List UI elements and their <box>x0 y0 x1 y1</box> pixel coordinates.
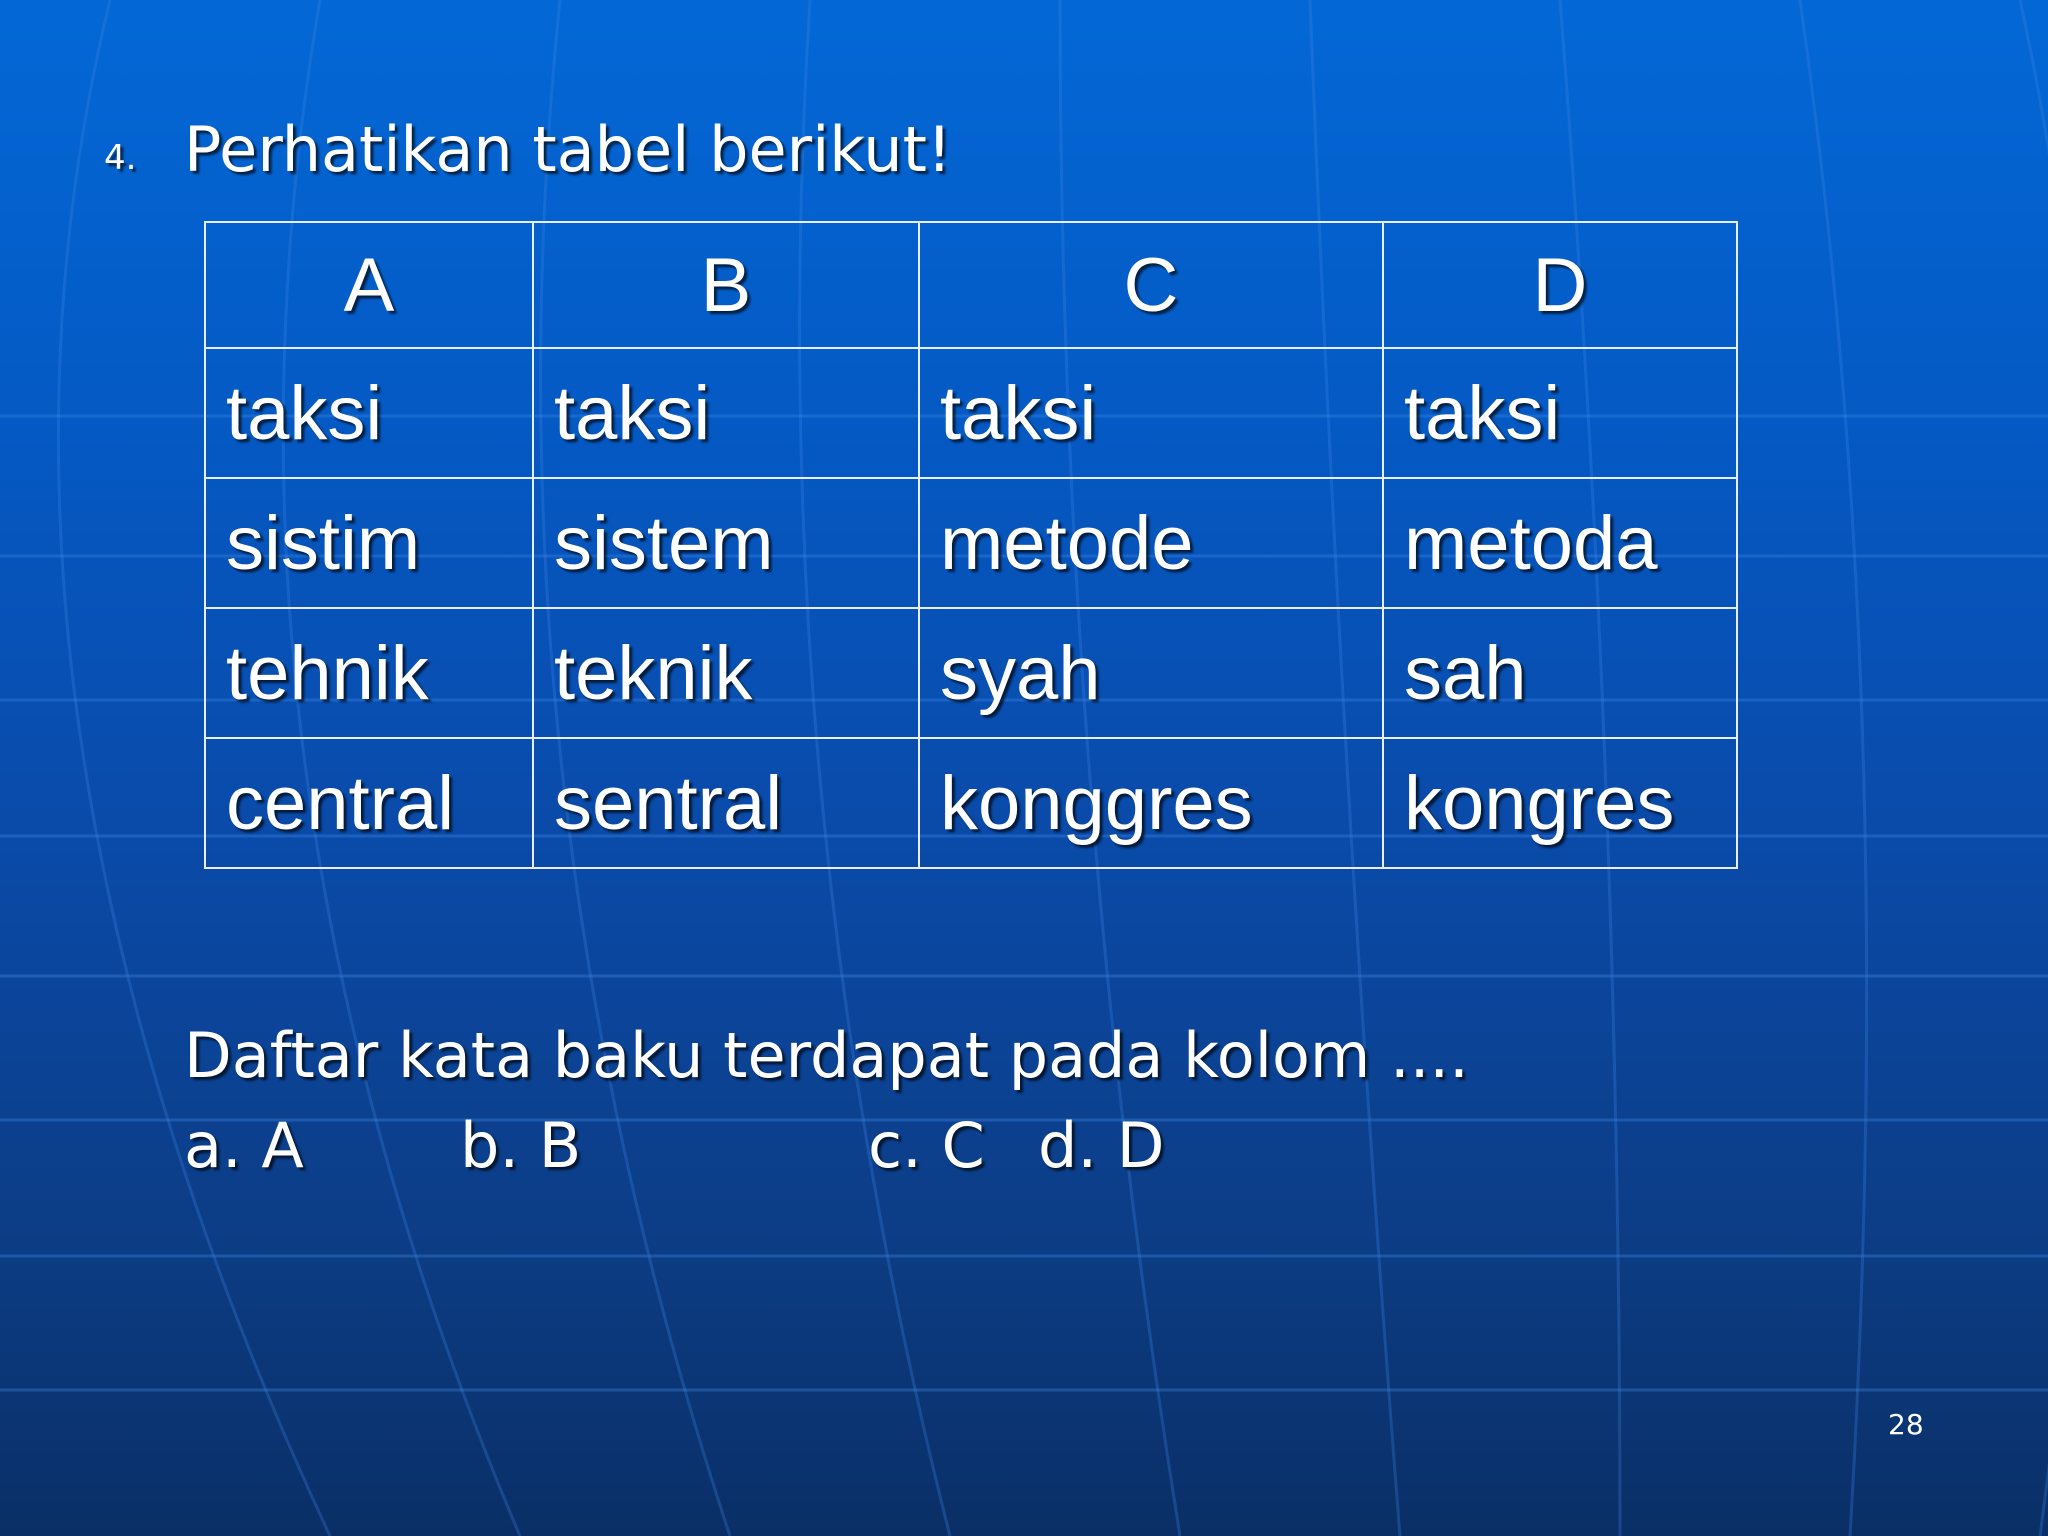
answer-option-c: c. C <box>868 1109 985 1182</box>
table-cell: konggres <box>919 738 1383 868</box>
question-number: 4. <box>104 138 137 178</box>
column-header-d: D <box>1383 222 1737 348</box>
answer-option-a: a. A <box>184 1109 304 1182</box>
answer-option-b: b. B <box>460 1109 582 1182</box>
table-cell: kongres <box>1383 738 1737 868</box>
table-cell: sistem <box>533 478 919 608</box>
table-cell: metoda <box>1383 478 1737 608</box>
table-row <box>205 348 1737 478</box>
question-prompt: Daftar kata baku terdapat pada kolom .... <box>184 1019 1469 1092</box>
column-header-b: B <box>533 222 919 348</box>
table-cell: sah <box>1383 608 1737 738</box>
column-header-a: A <box>205 222 533 348</box>
page-number: 28 <box>1888 1408 1924 1441</box>
table-cell: taksi <box>205 348 533 478</box>
table-cell: taksi <box>533 348 919 478</box>
table-row <box>205 738 1737 868</box>
column-header-c: C <box>919 222 1383 348</box>
word-table <box>204 221 1738 869</box>
table-cell: sentral <box>533 738 919 868</box>
table-cell: taksi <box>919 348 1383 478</box>
table-cell: central <box>205 738 533 868</box>
table-header-row <box>205 222 1737 348</box>
table-row <box>205 608 1737 738</box>
answer-option-d: d. D <box>1038 1109 1165 1182</box>
question-title: Perhatikan tabel berikut! <box>184 113 952 186</box>
table-cell: metode <box>919 478 1383 608</box>
table-cell: taksi <box>1383 348 1737 478</box>
table-cell: teknik <box>533 608 919 738</box>
table-cell: sistim <box>205 478 533 608</box>
table-row <box>205 478 1737 608</box>
table-cell: syah <box>919 608 1383 738</box>
table-cell: tehnik <box>205 608 533 738</box>
